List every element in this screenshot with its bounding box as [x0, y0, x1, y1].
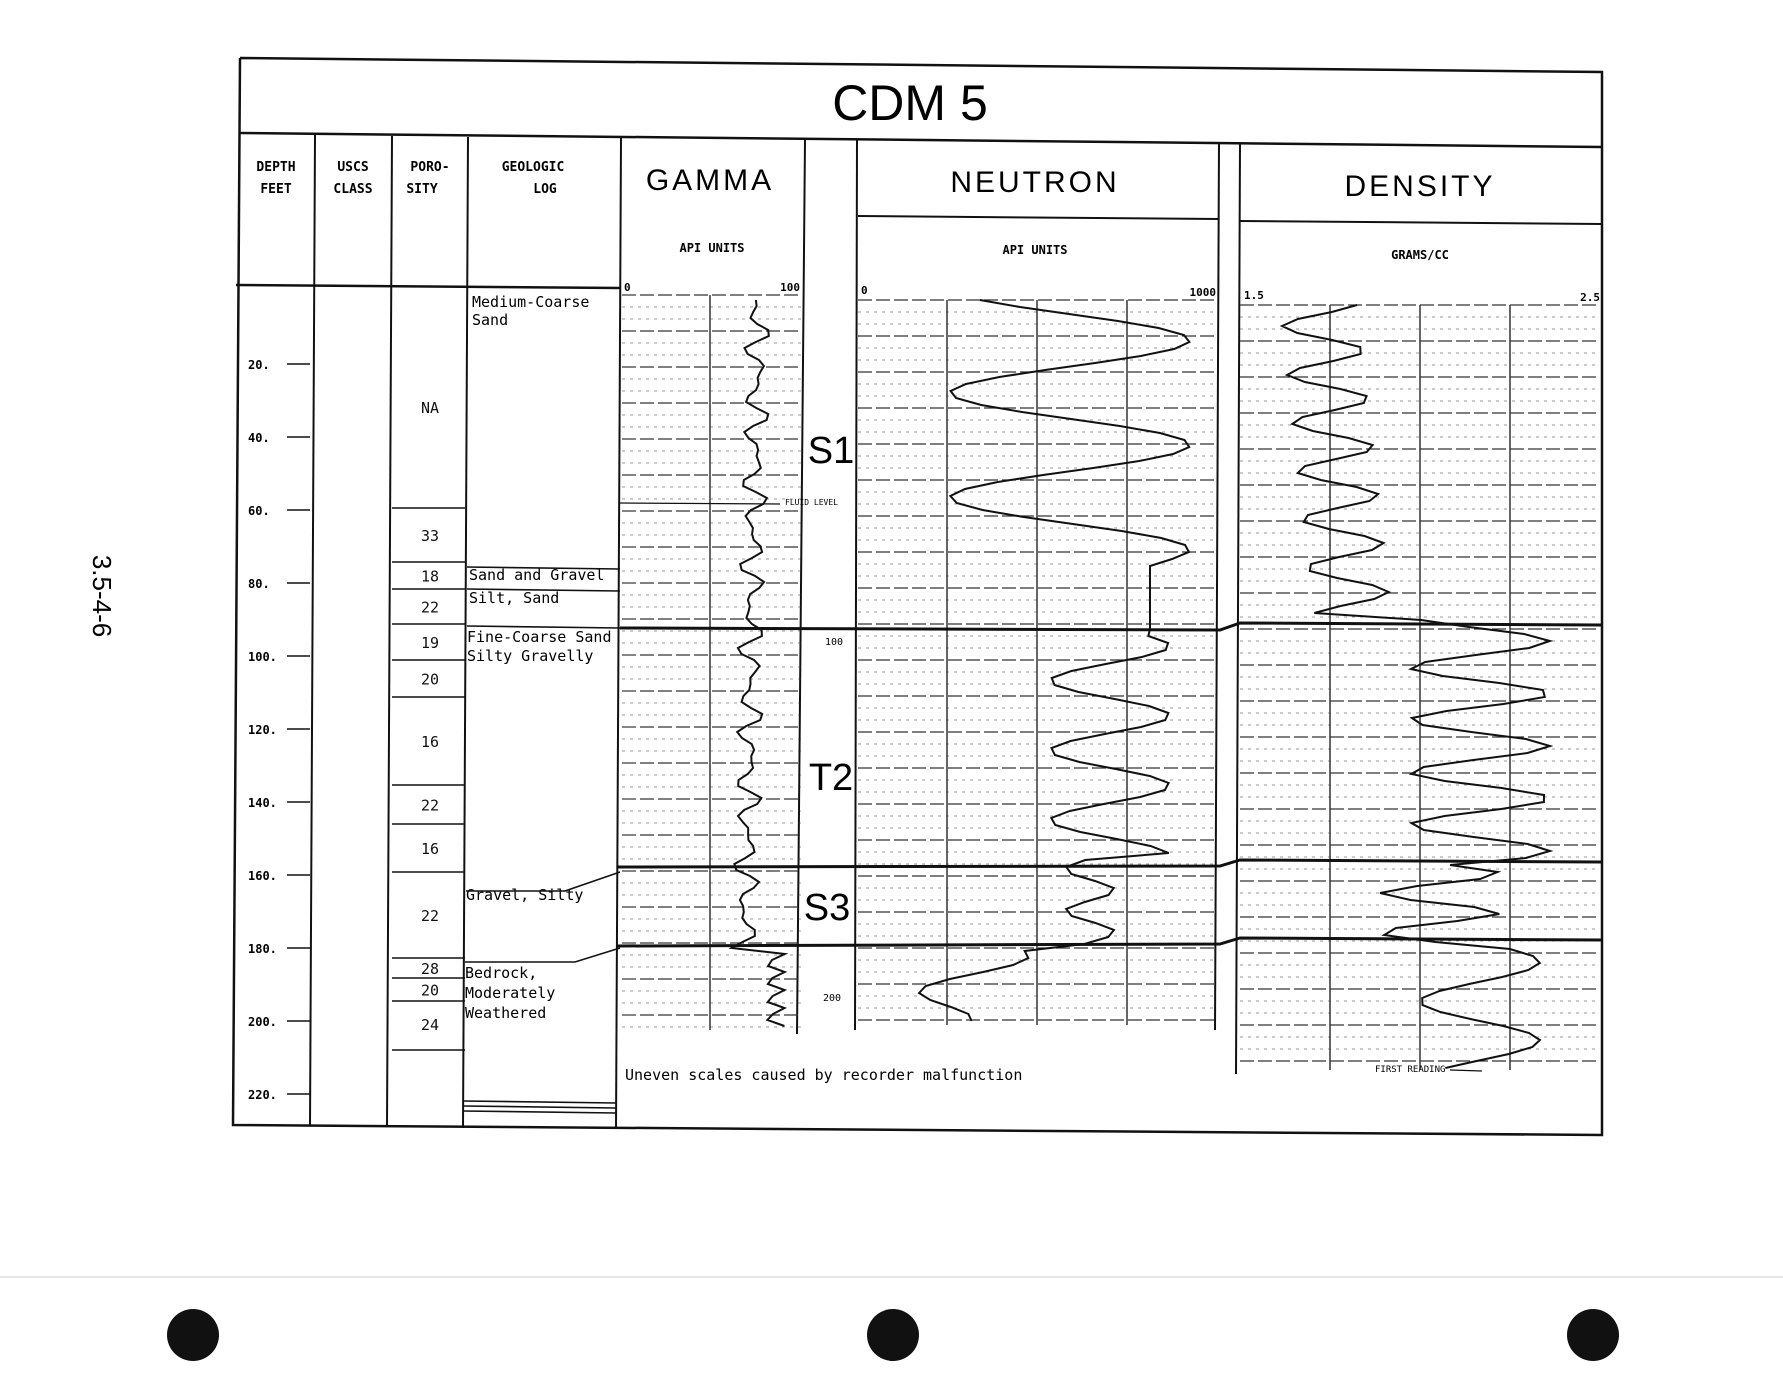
porosity-value: NA: [420, 399, 440, 417]
gamma-scale-min: 0: [624, 281, 631, 294]
geologic-log: [465, 293, 612, 1022]
binder-hole-center: [867, 1309, 919, 1361]
porosity-value: 16: [420, 733, 440, 751]
porosity-value: 20: [420, 670, 440, 689]
zone-label-s3: S3: [803, 887, 851, 929]
log-headers: [624, 164, 1600, 304]
depth-200-marker: 200: [822, 993, 842, 1004]
geology-unit6-line3: Weathered: [465, 1004, 547, 1022]
depth-header-line2: FEET: [260, 182, 292, 197]
zone-boundaries: [617, 623, 1602, 946]
geology-unit6-line2: Moderately: [465, 984, 556, 1002]
page-number: 3.5-4-6: [87, 554, 117, 638]
neutron-scale-min: 0: [861, 284, 868, 297]
geology-unit4-line2: Silty Gravelly: [467, 647, 594, 665]
porosity-value: 18: [420, 567, 440, 586]
geologic-header-line2: LOG: [533, 182, 557, 197]
depth-tick-label: 200.: [248, 1015, 277, 1029]
density-scale-max: 2.5: [1580, 291, 1600, 304]
uscs-header-line1: USCS: [337, 160, 369, 175]
porosity-value: 33: [420, 527, 440, 545]
binder-hole-right: [1567, 1309, 1619, 1361]
depth-tick-label: 20.: [248, 358, 270, 372]
porosity-value: 20: [420, 981, 440, 1000]
geology-unit2: Sand and Gravel: [469, 566, 605, 584]
geology-unit5: Gravel, Silty: [466, 886, 584, 904]
recorder-note: Uneven scales caused by recorder malfunction: [625, 1066, 1023, 1084]
depth-tick-label: 40.: [248, 431, 270, 445]
geology-unit3: Silt, Sand: [469, 589, 560, 607]
geology-unit1-line2: Sand: [472, 311, 509, 329]
binder-hole-left: [167, 1309, 219, 1361]
depth-tick-label: 180.: [248, 942, 277, 956]
zone-label-s1: S1: [807, 430, 855, 472]
porosity-value: 28: [420, 960, 440, 978]
depth-tick-label: 100.: [248, 650, 277, 664]
porosity-header-line1: PORO-: [410, 160, 450, 175]
zone-label-t2: T2: [808, 757, 854, 799]
porosity-header-line2: SITY: [406, 182, 438, 197]
uscs-header-line2: CLASS: [333, 182, 373, 197]
chart-title: CDM 5: [832, 75, 988, 131]
porosity-value: 24: [420, 1016, 440, 1034]
geology-unit4-line1: Fine-Coarse Sand: [467, 628, 612, 646]
geology-unit1-line1: Medium-Coarse: [472, 293, 590, 311]
density-units: GRAMS/CC: [1391, 248, 1449, 262]
density-track-grid: [1240, 305, 1600, 1070]
neutron-scale-max: 1000: [1189, 286, 1216, 299]
gamma-scale-max: 100: [780, 281, 800, 294]
density-title: DENSITY: [1344, 170, 1496, 203]
depth-tick-label: 160.: [248, 869, 277, 883]
neutron-units: API UNITS: [1002, 243, 1068, 257]
density-scale-min: 1.5: [1244, 289, 1264, 302]
porosity-value: 16: [420, 840, 440, 858]
porosity-value: 19: [420, 634, 440, 652]
gamma-track-grid: [622, 295, 802, 1030]
porosity-value: 22: [420, 796, 440, 815]
depth-100-marker: 100: [824, 637, 844, 648]
depth-axis: [248, 358, 310, 1102]
gamma-curve: [732, 300, 785, 1026]
geology-unit6-line1: Bedrock,: [465, 964, 538, 982]
first-reading-marker: FIRST READING: [1375, 1065, 1446, 1075]
porosity-column: [392, 399, 465, 1050]
geologic-header-line1: GEOLOGIC: [501, 160, 565, 175]
depth-tick-label: 140.: [248, 796, 277, 810]
fluid-level-marker: FLUID LEVEL: [785, 498, 838, 507]
gamma-title: GAMMA: [645, 164, 775, 197]
depth-tick-label: 80.: [248, 577, 270, 591]
depth-tick-label: 120.: [248, 723, 277, 737]
column-headers: [256, 160, 564, 197]
porosity-value: 22: [420, 598, 440, 617]
depth-header-line1: DEPTH: [256, 160, 296, 175]
porosity-value: 22: [420, 907, 440, 925]
neutron-track-grid: [858, 300, 1217, 1025]
depth-tick-label: 220.: [248, 1088, 277, 1102]
gamma-units: API UNITS: [679, 241, 745, 255]
neutron-title: NEUTRON: [950, 166, 1120, 199]
depth-tick-label: 60.: [248, 504, 270, 518]
